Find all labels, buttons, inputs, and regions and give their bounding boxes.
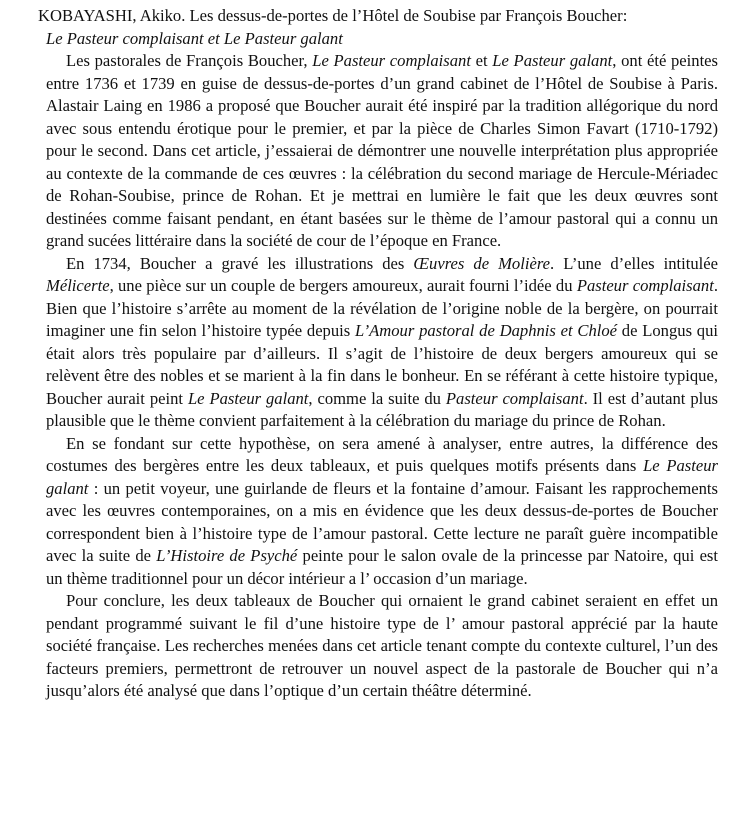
work-title-a: Le Pasteur complaisant bbox=[46, 28, 204, 48]
paragraph-2 bbox=[38, 253, 718, 433]
author-name: KOBAYASHI, Akiko. bbox=[38, 6, 186, 25]
text-run: . Bien que l’histoire s’arrête au moment de la révélation de l’origine noble de la bergère, on pourrait imaginer une fin selon l’histoire typée depuis bbox=[46, 276, 718, 340]
text-run: En 1734, Boucher a gravé les illustrations des bbox=[66, 253, 414, 273]
works-conjunction: et bbox=[203, 28, 224, 48]
text-run: : un petit voyeur, une guirlande de fleurs et la fontaine d’amour. Faisant les rapprochements avec les œuvres contemporaines, on a mis en évidence que les deux dessus-de-portes de Boucher correspondent bien à l’histoire type de l’amour pastoral. Cette lecture ne paraît guère incompatible avec la suite de bbox=[46, 478, 718, 565]
italic-work-title: Œuvres de Molière bbox=[413, 253, 551, 273]
text-run: Pour conclure, les deux tableaux de Boucher qui ornaient le grand cabinet seraient en effet un pendant programmé suivant le fil d’une histoire type de l’ amour pastoral apprécié par la haute société française. Les recherches menées dans cet article tenant compte du contexte culturel, l’un des facteurs premiers, permettront de retrouver un nouvel aspect de la pastorale de Boucher qui n’a jusqu’alors été analysé que dans l’optique d’un certain théâtre déterminé. bbox=[46, 591, 718, 700]
italic-work-title: L’Amour pastoral de Daphnis et Chloé bbox=[355, 321, 618, 340]
text-run: et bbox=[470, 51, 493, 70]
italic-work-title: Mélicerte bbox=[46, 276, 110, 295]
text-run: , ont été peintes entre 1736 et 1739 en guise de dessus-de-portes d’un grand cabinet de l’Hôtel de Soubise à Paris. Alastair Laing en 1986 a proposé que Boucher aurait été inspiré par la tradition allégorique du nord avec sous entendu érotique pour le premier, et par la pièce de Charles Simon Favart (1710-1792) pour le second. Dans cet article, j’essaierai de démontrer une nouvelle interprétation plus appropriée au contexte de la commande de ces œuvres : la célébration du second mariage de Hercule-Mériadec de Rohan-Soubise, prince de Rohan. Et je mettrai en lumière le fait que les deux œuvres sont destinées comme faisant pendant, en étant basées sur le thème de l’amour pastoral qui a connu un grand sucées littéraire dans la société de cour de l’époque en France. bbox=[46, 51, 719, 250]
italic-work-title: Le Pasteur galant bbox=[187, 388, 309, 408]
article-title: Les dessus-de-portes de l’Hôtel de Soubise par François Boucher: bbox=[189, 6, 628, 25]
text-run: . Il est d’autant plus plausible que le thème convient parfaitement à la célébration du mariage du prince de Rohan. bbox=[46, 388, 719, 430]
article-header bbox=[38, 5, 718, 50]
paragraph-4 bbox=[38, 590, 718, 703]
text-run: , une pièce sur un couple de bergers amoureux, aurait fourni l’idée du bbox=[109, 276, 577, 295]
text-run: de Longus qui était alors très populaire par d’ailleurs. Il s’agit de l’histoire de deux bergers amoureux qui se relèvent être des nobles et se marient à la fin dans le bonheur. En se référant à cette histoire typique, Boucher aurait peint bbox=[46, 321, 719, 408]
paragraph-1 bbox=[38, 50, 718, 253]
text-run: , comme la suite du bbox=[308, 388, 446, 408]
italic-work-title: Le Pasteur complaisant bbox=[312, 51, 471, 70]
text-run: peinte pour le salon ovale de la princesse par Natoire, qui est un thème traditionnel pour un décor intérieur a l’ occasion d’un mariage. bbox=[46, 546, 719, 588]
work-title-b: Le Pasteur galant bbox=[223, 28, 343, 48]
text-run: En se fondant sur cette hypothèse, on sera amené à analyser, entre autres, la différence des costumes des bergères entre les deux tableaux, et puis quelques motifs présents dans bbox=[46, 433, 718, 475]
italic-work-title: Le Pasteur galant bbox=[492, 51, 613, 70]
author-title-line bbox=[38, 5, 718, 28]
paragraph-3 bbox=[38, 433, 718, 591]
works-title-line bbox=[38, 28, 718, 51]
italic-work-title: L’Histoire de Psyché bbox=[156, 546, 298, 565]
text-run: Les pastorales de François Boucher, bbox=[66, 51, 313, 70]
text-run: . L’une d’elles intitulée bbox=[550, 253, 718, 273]
italic-work-title: Pasteur complaisant bbox=[576, 276, 714, 295]
italic-work-title: Le Pasteur galant bbox=[46, 456, 718, 498]
italic-work-title: Pasteur complaisant bbox=[445, 388, 584, 408]
